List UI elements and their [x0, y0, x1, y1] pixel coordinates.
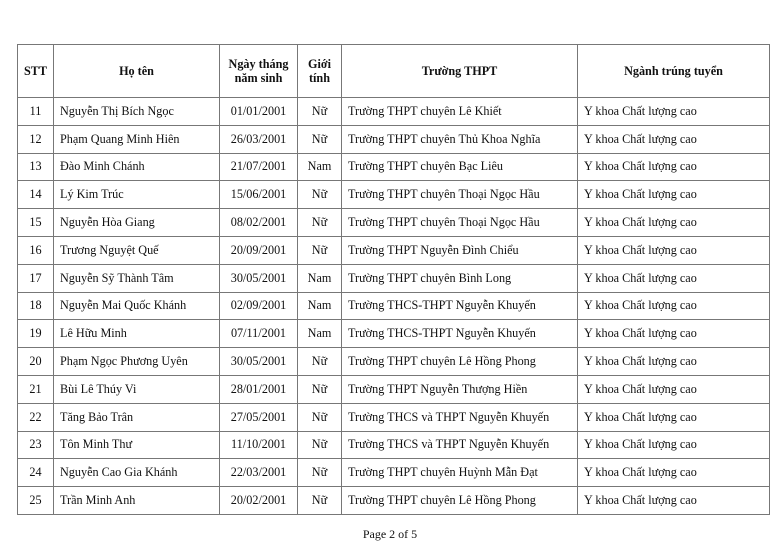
- cell-major: Y khoa Chất lượng cao: [578, 431, 770, 459]
- table-row: [18, 153, 770, 181]
- cell-dob: 01/01/2001: [220, 98, 298, 126]
- cell-school: Trường THPT Nguyễn Thượng Hiền: [342, 375, 578, 403]
- table-row: [18, 181, 770, 209]
- cell-sex: Nam: [298, 292, 342, 320]
- cell-dob: 02/09/2001: [220, 292, 298, 320]
- table-row: [18, 320, 770, 348]
- table-row: [18, 98, 770, 126]
- cell-sex: Nữ: [298, 236, 342, 264]
- cell-school: Trường THPT chuyên Lê Khiết: [342, 98, 578, 126]
- cell-school: Trường THPT chuyên Lê Hồng Phong: [342, 348, 578, 376]
- cell-name: Nguyễn Sỹ Thành Tâm: [54, 264, 220, 292]
- cell-stt: 14: [18, 181, 54, 209]
- cell-sex: Nữ: [298, 181, 342, 209]
- cell-name: Nguyễn Thị Bích Ngọc: [54, 98, 220, 126]
- cell-school: Trường THCS-THPT Nguyễn Khuyến: [342, 320, 578, 348]
- cell-sex: Nữ: [298, 487, 342, 515]
- header-dob-line1: Ngày tháng: [228, 57, 289, 71]
- cell-school: Trường THCS và THPT Nguyễn Khuyến: [342, 403, 578, 431]
- cell-major: Y khoa Chất lượng cao: [578, 98, 770, 126]
- header-sex-line1: Giới: [307, 57, 331, 71]
- cell-stt: 20: [18, 348, 54, 376]
- cell-stt: 24: [18, 459, 54, 487]
- cell-stt: 25: [18, 487, 54, 515]
- cell-major: Y khoa Chất lượng cao: [578, 375, 770, 403]
- cell-school: Trường THCS-THPT Nguyễn Khuyến: [342, 292, 578, 320]
- cell-stt: 15: [18, 209, 54, 237]
- cell-stt: 13: [18, 153, 54, 181]
- cell-major: Y khoa Chất lượng cao: [578, 403, 770, 431]
- admissions-table: [17, 44, 770, 515]
- cell-dob: 26/03/2001: [220, 125, 298, 153]
- cell-sex: Nam: [298, 320, 342, 348]
- cell-major: Y khoa Chất lượng cao: [578, 209, 770, 237]
- cell-stt: 18: [18, 292, 54, 320]
- cell-name: Tôn Minh Thư: [54, 431, 220, 459]
- cell-sex: Nữ: [298, 98, 342, 126]
- cell-name: Lý Kim Trúc: [54, 181, 220, 209]
- table-row: [18, 125, 770, 153]
- cell-major: Y khoa Chất lượng cao: [578, 181, 770, 209]
- header-major: Ngành trúng tuyển: [578, 45, 770, 98]
- cell-name: Phạm Ngọc Phương Uyên: [54, 348, 220, 376]
- header-school: Trường THPT: [342, 45, 578, 98]
- table-row: [18, 431, 770, 459]
- cell-name: Nguyễn Cao Gia Khánh: [54, 459, 220, 487]
- cell-major: Y khoa Chất lượng cao: [578, 292, 770, 320]
- cell-school: Trường THPT chuyên Lê Hồng Phong: [342, 487, 578, 515]
- cell-sex: Nữ: [298, 209, 342, 237]
- header-row: [18, 45, 770, 98]
- cell-school: Trường THPT chuyên Thoại Ngọc Hầu: [342, 181, 578, 209]
- cell-dob: 11/10/2001: [220, 431, 298, 459]
- cell-sex: Nữ: [298, 375, 342, 403]
- cell-sex: Nữ: [298, 403, 342, 431]
- cell-name: Bùi Lê Thúy Vi: [54, 375, 220, 403]
- cell-major: Y khoa Chất lượng cao: [578, 320, 770, 348]
- cell-major: Y khoa Chất lượng cao: [578, 348, 770, 376]
- cell-stt: 21: [18, 375, 54, 403]
- cell-dob: 07/11/2001: [220, 320, 298, 348]
- cell-school: Trường THCS và THPT Nguyễn Khuyến: [342, 431, 578, 459]
- table-body: [18, 98, 770, 515]
- page-number: Page 2 of 5: [362, 527, 418, 541]
- cell-school: Trường THPT chuyên Bạc Liêu: [342, 153, 578, 181]
- header-dob: [220, 45, 298, 98]
- cell-stt: 11: [18, 98, 54, 126]
- cell-school: Trường THPT chuyên Thoại Ngọc Hầu: [342, 209, 578, 237]
- cell-dob: 20/09/2001: [220, 236, 298, 264]
- header-stt: STT: [18, 45, 54, 98]
- table-row: [18, 348, 770, 376]
- cell-name: Trương Nguyệt Quế: [54, 236, 220, 264]
- cell-name: Lê Hữu Minh: [54, 320, 220, 348]
- cell-dob: 20/02/2001: [220, 487, 298, 515]
- cell-major: Y khoa Chất lượng cao: [578, 236, 770, 264]
- table-row: [18, 459, 770, 487]
- cell-sex: Nam: [298, 264, 342, 292]
- table-header: [18, 45, 770, 98]
- cell-dob: 15/06/2001: [220, 181, 298, 209]
- header-sex-line2: tính: [308, 71, 330, 85]
- cell-major: Y khoa Chất lượng cao: [578, 153, 770, 181]
- cell-sex: Nam: [298, 153, 342, 181]
- cell-major: Y khoa Chất lượng cao: [578, 125, 770, 153]
- table-row: [18, 292, 770, 320]
- cell-name: Đào Minh Chánh: [54, 153, 220, 181]
- cell-stt: 22: [18, 403, 54, 431]
- cell-school: Trường THPT Nguyễn Đình Chiểu: [342, 236, 578, 264]
- table-row: [18, 375, 770, 403]
- cell-stt: 12: [18, 125, 54, 153]
- cell-sex: Nữ: [298, 459, 342, 487]
- header-name: Họ tên: [54, 45, 220, 98]
- cell-stt: 23: [18, 431, 54, 459]
- cell-dob: 30/05/2001: [220, 348, 298, 376]
- cell-major: Y khoa Chất lượng cao: [578, 487, 770, 515]
- cell-sex: Nữ: [298, 348, 342, 376]
- cell-school: Trường THPT chuyên Bình Long: [342, 264, 578, 292]
- cell-school: Trường THPT chuyên Huỳnh Mẫn Đạt: [342, 459, 578, 487]
- cell-dob: 08/02/2001: [220, 209, 298, 237]
- cell-sex: Nữ: [298, 125, 342, 153]
- cell-name: Nguyễn Hòa Giang: [54, 209, 220, 237]
- cell-dob: 28/01/2001: [220, 375, 298, 403]
- cell-dob: 27/05/2001: [220, 403, 298, 431]
- cell-major: Y khoa Chất lượng cao: [578, 459, 770, 487]
- cell-stt: 16: [18, 236, 54, 264]
- cell-sex: Nữ: [298, 431, 342, 459]
- cell-name: Phạm Quang Minh Hiên: [54, 125, 220, 153]
- admissions-table-container: [17, 44, 769, 515]
- table-row: [18, 209, 770, 237]
- cell-name: Trần Minh Anh: [54, 487, 220, 515]
- table-row: [18, 487, 770, 515]
- table-row: [18, 264, 770, 292]
- cell-name: Tăng Bảo Trân: [54, 403, 220, 431]
- header-dob-line2: năm sinh: [234, 71, 283, 85]
- cell-major: Y khoa Chất lượng cao: [578, 264, 770, 292]
- cell-stt: 17: [18, 264, 54, 292]
- cell-school: Trường THPT chuyên Thủ Khoa Nghĩa: [342, 125, 578, 153]
- header-sex: [298, 45, 342, 98]
- cell-stt: 19: [18, 320, 54, 348]
- table-row: [18, 236, 770, 264]
- cell-dob: 21/07/2001: [220, 153, 298, 181]
- cell-dob: 30/05/2001: [220, 264, 298, 292]
- cell-dob: 22/03/2001: [220, 459, 298, 487]
- cell-name: Nguyễn Mai Quốc Khánh: [54, 292, 220, 320]
- table-row: [18, 403, 770, 431]
